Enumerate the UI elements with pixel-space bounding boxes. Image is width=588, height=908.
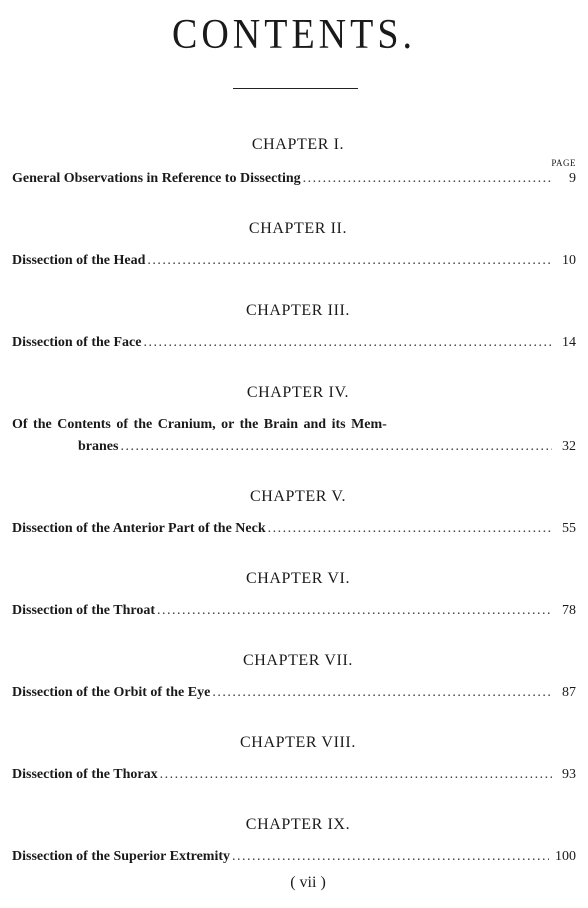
contents-list bbox=[12, 134, 576, 868]
entry-line-2 bbox=[12, 436, 576, 458]
toc-entry bbox=[12, 846, 576, 868]
chapter-5 bbox=[12, 486, 576, 540]
entry-page-number: 100 bbox=[555, 849, 576, 864]
dot-leader bbox=[232, 846, 549, 868]
entry-title: Dissection of the Head bbox=[12, 253, 146, 268]
entry-page-number: 9 bbox=[569, 171, 576, 186]
toc-entry bbox=[12, 332, 576, 354]
chapter-heading: CHAPTER IV. bbox=[246, 384, 350, 401]
entry-title: Dissection of the Superior Extremity bbox=[12, 849, 231, 864]
chapter-6 bbox=[12, 568, 576, 622]
chapter-1 bbox=[12, 134, 576, 190]
chapter-9 bbox=[12, 814, 576, 868]
toc-entry bbox=[12, 168, 576, 190]
chapter-7 bbox=[12, 650, 576, 704]
title-rule bbox=[233, 88, 358, 89]
page-folio: ( vii ) bbox=[290, 874, 326, 891]
chapter-heading: CHAPTER VI. bbox=[245, 570, 351, 587]
entry-title: Dissection of the Throat bbox=[12, 603, 155, 618]
chapter-heading: CHAPTER VIII. bbox=[240, 734, 356, 751]
dot-leader bbox=[160, 764, 552, 786]
toc-entry bbox=[12, 518, 576, 540]
entry-page-number: 14 bbox=[562, 335, 576, 350]
chapter-heading: CHAPTER V. bbox=[249, 488, 347, 505]
chapter-heading: CHAPTER III. bbox=[245, 302, 351, 319]
entry-title: Dissection of the Orbit of the Eye bbox=[12, 685, 211, 700]
toc-entry bbox=[12, 764, 576, 786]
dot-leader bbox=[147, 250, 552, 272]
dot-leader bbox=[157, 600, 552, 622]
chapter-8 bbox=[12, 732, 576, 786]
entry-page-number: 32 bbox=[562, 439, 576, 454]
chapter-3 bbox=[12, 300, 576, 354]
entry-page-number: 87 bbox=[562, 685, 576, 700]
dot-leader bbox=[120, 436, 552, 458]
dot-leader bbox=[212, 682, 552, 704]
chapter-4 bbox=[12, 382, 576, 458]
page-title: CONTENTS. bbox=[172, 11, 416, 59]
toc-entry bbox=[12, 414, 576, 458]
entry-title: General Observations in Reference to Dissecting bbox=[12, 171, 301, 186]
entry-title: Dissection of the Face bbox=[12, 335, 142, 350]
entry-page-number: 93 bbox=[562, 767, 576, 782]
entry-page-number: 55 bbox=[562, 521, 576, 536]
entry-title-line-2: branes bbox=[78, 439, 119, 454]
dot-leader bbox=[268, 518, 552, 540]
entry-title: Dissection of the Thorax bbox=[12, 767, 158, 782]
entry-page-number: 78 bbox=[562, 603, 576, 618]
chapter-heading: CHAPTER IX. bbox=[245, 816, 351, 833]
dot-leader bbox=[303, 168, 552, 190]
chapter-heading: CHAPTER VII. bbox=[242, 652, 354, 669]
chapter-heading: CHAPTER II. bbox=[248, 220, 348, 237]
chapter-2 bbox=[12, 218, 576, 272]
entry-page-number: 10 bbox=[562, 253, 576, 268]
page-column-label: PAGE bbox=[551, 158, 576, 168]
toc-entry bbox=[12, 250, 576, 272]
chapter-heading: CHAPTER I. bbox=[251, 136, 345, 153]
entry-title: Dissection of the Anterior Part of the Neck bbox=[12, 521, 266, 536]
dot-leader bbox=[143, 332, 552, 354]
toc-entry bbox=[12, 600, 576, 622]
toc-entry bbox=[12, 682, 576, 704]
entry-title-line-1: Of the Contents of the Cranium, or the Brain and its Mem- bbox=[12, 417, 387, 432]
